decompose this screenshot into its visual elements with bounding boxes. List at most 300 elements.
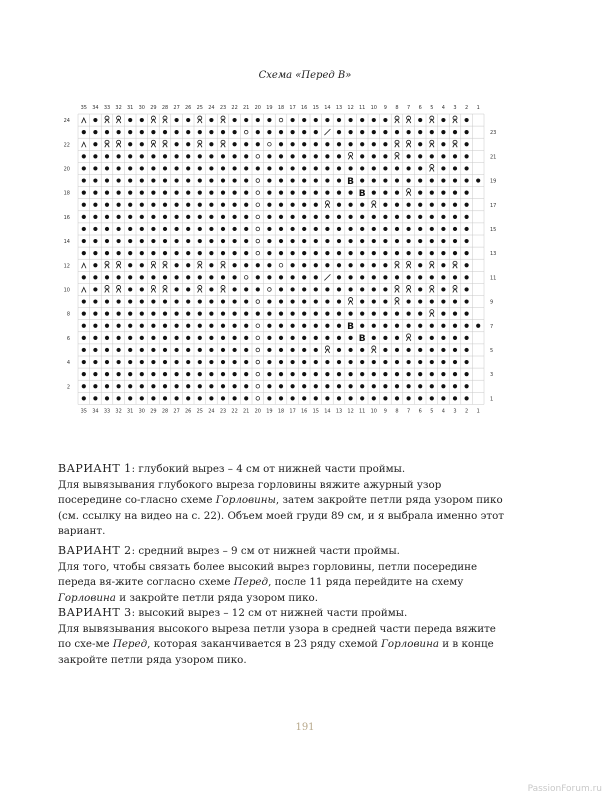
stitch-dot bbox=[383, 287, 387, 291]
stitch-dot bbox=[279, 372, 283, 376]
stitch-dot bbox=[175, 251, 179, 255]
stitch-dot bbox=[151, 166, 155, 170]
variant-1-body: Для вывязывания глубокого выреза горловины вяжите ажурный узор посередине со-гласно схеме Горловины, затем закройте петли ряда узором пико (см. ссылку на видео на с. 22). Объем моей груди 89 см, и я выбрала именно этот вариант. bbox=[58, 478, 504, 537]
stitch-dot bbox=[186, 396, 190, 400]
column-number-bottom: 12 bbox=[347, 408, 354, 415]
stitch-dot bbox=[140, 239, 144, 243]
stitch-dot bbox=[209, 336, 213, 340]
stitch-dot bbox=[175, 360, 179, 364]
column-number-bottom: 16 bbox=[301, 408, 308, 415]
column-number-bottom: 14 bbox=[324, 408, 331, 415]
stitch-dot bbox=[430, 239, 434, 243]
stitch-dot bbox=[256, 275, 260, 279]
stitch-dot bbox=[105, 154, 109, 158]
stitch-loop bbox=[163, 116, 167, 123]
stitch-dot bbox=[279, 384, 283, 388]
stitch-dot bbox=[93, 191, 97, 195]
stitch-dot bbox=[314, 372, 318, 376]
stitch-dot bbox=[349, 312, 353, 316]
stitch-dot bbox=[418, 348, 422, 352]
column-number-top: 8 bbox=[395, 105, 399, 111]
stitch-dot bbox=[93, 142, 97, 146]
stitch-dot bbox=[186, 275, 190, 279]
stitch-dot bbox=[337, 239, 341, 243]
stitch-dot bbox=[395, 203, 399, 207]
stitch-dot bbox=[175, 178, 179, 182]
stitch-dot bbox=[151, 275, 155, 279]
stitch-dot bbox=[395, 191, 399, 195]
stitch-dot bbox=[465, 227, 469, 231]
stitch-loop bbox=[406, 261, 410, 268]
stitch-dot bbox=[186, 239, 190, 243]
stitch-loop bbox=[453, 261, 457, 268]
stitch-dot bbox=[302, 203, 306, 207]
stitch-dot bbox=[209, 372, 213, 376]
stitch-picot bbox=[82, 287, 86, 292]
stitch-dot bbox=[325, 166, 329, 170]
stitch-dot bbox=[279, 312, 283, 316]
stitch-dot bbox=[186, 324, 190, 328]
row-number-left: 14 bbox=[63, 239, 70, 246]
stitch-dot bbox=[325, 336, 329, 340]
stitch-dot bbox=[151, 130, 155, 134]
stitch-loop bbox=[395, 298, 399, 305]
stitch-loop bbox=[198, 285, 202, 292]
stitch-dot bbox=[337, 203, 341, 207]
stitch-dot bbox=[244, 191, 248, 195]
stitch-dot bbox=[291, 203, 295, 207]
stitch-dot bbox=[302, 142, 306, 146]
stitch-dot bbox=[325, 372, 329, 376]
stitch-dot bbox=[465, 154, 469, 158]
stitch-yarn-over bbox=[279, 263, 283, 267]
stitch-dot bbox=[418, 118, 422, 122]
column-number-bottom: 9 bbox=[383, 408, 387, 415]
stitch-dot bbox=[302, 360, 306, 364]
stitch-dot bbox=[418, 251, 422, 255]
stitch-dot bbox=[198, 299, 202, 303]
stitch-dot bbox=[186, 372, 190, 376]
stitch-dot bbox=[337, 348, 341, 352]
stitch-dot bbox=[163, 166, 167, 170]
stitch-dot bbox=[395, 360, 399, 364]
stitch-dot bbox=[279, 275, 283, 279]
stitch-dot bbox=[221, 178, 225, 182]
column-number-bottom: 29 bbox=[150, 408, 157, 415]
stitch-dot bbox=[233, 396, 237, 400]
stitch-dot bbox=[267, 372, 271, 376]
stitch-dot bbox=[198, 275, 202, 279]
stitch-dot bbox=[383, 312, 387, 316]
stitch-dot bbox=[337, 336, 341, 340]
stitch-dot bbox=[418, 239, 422, 243]
column-number-bottom: 25 bbox=[196, 408, 203, 415]
stitch-dot bbox=[140, 154, 144, 158]
stitch-dot bbox=[465, 384, 469, 388]
stitch-dot bbox=[151, 203, 155, 207]
stitch-dot bbox=[291, 299, 295, 303]
stitch-dot bbox=[314, 191, 318, 195]
stitch-dot bbox=[233, 372, 237, 376]
stitch-dot bbox=[175, 287, 179, 291]
stitch-dot bbox=[244, 384, 248, 388]
column-number-top: 7 bbox=[407, 105, 411, 111]
stitch-dot bbox=[430, 215, 434, 219]
stitch-dot bbox=[82, 324, 86, 328]
stitch-dot bbox=[267, 263, 271, 267]
stitch-dot bbox=[175, 130, 179, 134]
stitch-dot bbox=[337, 178, 341, 182]
stitch-dot bbox=[128, 154, 132, 158]
row-number-left: 22 bbox=[63, 142, 70, 149]
stitch-dot bbox=[279, 154, 283, 158]
stitch-dot bbox=[453, 166, 457, 170]
stitch-dot bbox=[186, 336, 190, 340]
column-number-top: 13 bbox=[335, 105, 343, 111]
stitch-yarn-over bbox=[268, 142, 272, 146]
stitch-dot bbox=[430, 360, 434, 364]
column-number-bottom: 17 bbox=[289, 408, 296, 415]
stitch-dot bbox=[302, 154, 306, 158]
stitch-dot bbox=[279, 203, 283, 207]
stitch-dot bbox=[291, 336, 295, 340]
column-number-top: 5 bbox=[430, 105, 434, 111]
column-number-top: 33 bbox=[103, 105, 111, 111]
stitch-dot bbox=[407, 178, 411, 182]
stitch-dot bbox=[209, 215, 213, 219]
stitch-dot bbox=[407, 203, 411, 207]
stitch-dot bbox=[372, 118, 376, 122]
stitch-dot bbox=[407, 312, 411, 316]
stitch-dot bbox=[465, 348, 469, 352]
stitch-dot bbox=[82, 360, 86, 364]
stitch-dot bbox=[267, 384, 271, 388]
stitch-dot bbox=[360, 263, 364, 267]
stitch-dot bbox=[244, 203, 248, 207]
stitch-dot bbox=[302, 396, 306, 400]
stitch-dot bbox=[325, 360, 329, 364]
stitch-dot bbox=[105, 239, 109, 243]
stitch-dot bbox=[325, 287, 329, 291]
stitch-dot bbox=[291, 166, 295, 170]
stitch-dot bbox=[256, 166, 260, 170]
stitch-dot bbox=[117, 203, 121, 207]
stitch-dot bbox=[314, 215, 318, 219]
stitch-yarn-over bbox=[256, 227, 260, 231]
stitch-dot bbox=[430, 178, 434, 182]
column-number-bottom: 10 bbox=[370, 408, 377, 415]
stitch-dot bbox=[140, 130, 144, 134]
stitch-dot bbox=[117, 154, 121, 158]
stitch-dot bbox=[140, 275, 144, 279]
stitch-dot bbox=[430, 227, 434, 231]
stitch-dot bbox=[105, 178, 109, 182]
stitch-loop bbox=[198, 116, 202, 123]
stitch-dot bbox=[105, 166, 109, 170]
stitch-dot bbox=[221, 239, 225, 243]
stitch-dot bbox=[465, 360, 469, 364]
stitch-dot bbox=[302, 239, 306, 243]
stitch-dot bbox=[476, 324, 480, 328]
stitch-dot bbox=[372, 263, 376, 267]
stitch-dot bbox=[360, 166, 364, 170]
column-number-bottom: 32 bbox=[115, 408, 122, 415]
stitch-dot bbox=[291, 215, 295, 219]
column-number-top: 12 bbox=[347, 105, 354, 111]
stitch-loop bbox=[151, 140, 155, 147]
stitch-dot bbox=[465, 118, 469, 122]
stitch-dot bbox=[372, 154, 376, 158]
stitch-loop bbox=[453, 116, 457, 123]
stitch-dot bbox=[279, 191, 283, 195]
stitch-dot bbox=[267, 396, 271, 400]
stitch-loop bbox=[198, 261, 202, 268]
column-number-bottom: 2 bbox=[465, 408, 469, 415]
stitch-dot bbox=[349, 263, 353, 267]
stitch-dot bbox=[198, 348, 202, 352]
stitch-dot bbox=[93, 275, 97, 279]
stitch-loop bbox=[221, 261, 225, 268]
stitch-dot bbox=[93, 263, 97, 267]
stitch-dot bbox=[314, 287, 318, 291]
stitch-dot bbox=[244, 166, 248, 170]
stitch-dot bbox=[140, 203, 144, 207]
column-number-bottom: 35 bbox=[80, 408, 87, 415]
stitch-dot bbox=[337, 263, 341, 267]
stitch-dot bbox=[325, 215, 329, 219]
stitch-yarn-over bbox=[256, 155, 260, 159]
variant-3-subtitle: : высокий вырез – 12 см от нижней части проймы. bbox=[131, 607, 408, 619]
stitch-dot bbox=[267, 299, 271, 303]
stitch-dot bbox=[418, 336, 422, 340]
stitch-loop bbox=[406, 285, 410, 292]
stitch-loop bbox=[430, 140, 434, 147]
stitch-dot bbox=[198, 396, 202, 400]
stitch-dot bbox=[209, 142, 213, 146]
stitch-dot bbox=[360, 130, 364, 134]
stitch-dot bbox=[453, 215, 457, 219]
stitch-dot bbox=[360, 178, 364, 182]
stitch-dot bbox=[233, 166, 237, 170]
stitch-dot bbox=[175, 275, 179, 279]
stitch-dot bbox=[291, 263, 295, 267]
stitch-dot bbox=[441, 142, 445, 146]
stitch-dot bbox=[198, 215, 202, 219]
stitch-dot bbox=[349, 215, 353, 219]
column-number-top: 14 bbox=[324, 105, 331, 111]
stitch-dot bbox=[117, 215, 121, 219]
stitch-dot bbox=[291, 372, 295, 376]
stitch-dot bbox=[395, 396, 399, 400]
stitch-dot bbox=[151, 372, 155, 376]
stitch-dot bbox=[233, 178, 237, 182]
stitch-dot bbox=[395, 312, 399, 316]
column-number-top: 24 bbox=[208, 105, 215, 111]
column-number-bottom: 11 bbox=[359, 408, 366, 415]
stitch-dot bbox=[140, 142, 144, 146]
stitch-loop bbox=[151, 261, 155, 268]
stitch-dot bbox=[267, 312, 271, 316]
stitch-dot bbox=[93, 166, 97, 170]
stitch-dot bbox=[337, 227, 341, 231]
stitch-dot bbox=[267, 227, 271, 231]
stitch-dot bbox=[279, 215, 283, 219]
column-number-top: 16 bbox=[301, 105, 308, 111]
stitch-dot bbox=[221, 372, 225, 376]
stitch-dot bbox=[407, 360, 411, 364]
column-number-top: 34 bbox=[92, 105, 99, 111]
stitch-dot bbox=[418, 275, 422, 279]
variant-2-heading: ВАРИАНТ 2 bbox=[58, 544, 132, 557]
stitch-dot bbox=[418, 178, 422, 182]
stitch-dot bbox=[151, 178, 155, 182]
stitch-loop bbox=[348, 152, 352, 159]
stitch-dot bbox=[337, 154, 341, 158]
stitch-yarn-over bbox=[256, 324, 260, 328]
stitch-dot bbox=[151, 324, 155, 328]
stitch-dot bbox=[279, 336, 283, 340]
stitch-dot bbox=[233, 324, 237, 328]
stitch-dot bbox=[105, 324, 109, 328]
stitch-dot bbox=[302, 251, 306, 255]
stitch-dot bbox=[82, 178, 86, 182]
column-number-bottom: 1 bbox=[476, 408, 480, 415]
stitch-dot bbox=[244, 154, 248, 158]
stitch-dot bbox=[291, 154, 295, 158]
stitch-dot bbox=[221, 275, 225, 279]
stitch-loop bbox=[453, 285, 457, 292]
stitch-dot bbox=[198, 178, 202, 182]
stitch-dot bbox=[465, 287, 469, 291]
stitch-dot bbox=[291, 360, 295, 364]
stitch-dot bbox=[128, 396, 132, 400]
stitch-yarn-over bbox=[256, 251, 260, 255]
stitch-dot bbox=[302, 312, 306, 316]
stitch-dot bbox=[93, 360, 97, 364]
stitch-dot bbox=[93, 372, 97, 376]
stitch-dot bbox=[128, 372, 132, 376]
row-number-right: 23 bbox=[490, 130, 497, 137]
stitch-dot bbox=[372, 142, 376, 146]
stitch-picot bbox=[82, 263, 86, 268]
stitch-dot bbox=[383, 227, 387, 231]
stitch-dot bbox=[383, 299, 387, 303]
stitch-picot bbox=[82, 118, 86, 123]
stitch-dot bbox=[198, 372, 202, 376]
stitch-dot bbox=[325, 299, 329, 303]
variant-3-heading: ВАРИАНТ 3 bbox=[58, 606, 132, 619]
stitch-dot bbox=[395, 215, 399, 219]
stitch-dot bbox=[198, 384, 202, 388]
stitch-dot bbox=[93, 324, 97, 328]
stitch-dot bbox=[360, 384, 364, 388]
stitch-dot bbox=[82, 166, 86, 170]
stitch-dot bbox=[407, 396, 411, 400]
stitch-dot bbox=[140, 178, 144, 182]
stitch-dot bbox=[233, 312, 237, 316]
stitch-dot bbox=[151, 312, 155, 316]
stitch-dot bbox=[325, 312, 329, 316]
stitch-dot bbox=[372, 191, 376, 195]
stitch-loop bbox=[395, 261, 399, 268]
stitch-dot bbox=[209, 324, 213, 328]
stitch-dot bbox=[360, 372, 364, 376]
stitch-dot bbox=[291, 178, 295, 182]
stitch-dot bbox=[209, 275, 213, 279]
stitch-dot bbox=[418, 287, 422, 291]
stitch-dot bbox=[267, 239, 271, 243]
stitch-dot bbox=[117, 372, 121, 376]
stitch-dot bbox=[163, 178, 167, 182]
stitch-loop bbox=[348, 298, 352, 305]
stitch-dot bbox=[418, 166, 422, 170]
stitch-dot bbox=[140, 118, 144, 122]
stitch-dot bbox=[186, 178, 190, 182]
stitch-dot bbox=[221, 299, 225, 303]
stitch-dot bbox=[186, 191, 190, 195]
stitch-yarn-over bbox=[256, 203, 260, 207]
stitch-yarn-over bbox=[279, 118, 283, 122]
stitch-dot bbox=[418, 372, 422, 376]
stitch-dot bbox=[453, 372, 457, 376]
stitch-dot bbox=[163, 203, 167, 207]
stitch-dot bbox=[302, 384, 306, 388]
stitch-dot bbox=[82, 275, 86, 279]
stitch-dot bbox=[441, 275, 445, 279]
stitch-yarn-over bbox=[244, 276, 248, 280]
stitch-dot bbox=[117, 299, 121, 303]
column-number-top: 35 bbox=[80, 105, 87, 111]
stitch-dot bbox=[221, 312, 225, 316]
stitch-dot bbox=[151, 384, 155, 388]
variant-2-subtitle: : средний вырез – 9 см от нижней части проймы. bbox=[131, 545, 400, 557]
stitch-dot bbox=[175, 166, 179, 170]
stitch-dot bbox=[151, 348, 155, 352]
stitch-yarn-over bbox=[256, 336, 260, 340]
stitch-dot bbox=[186, 118, 190, 122]
stitch-dot bbox=[117, 191, 121, 195]
stitch-dot bbox=[349, 287, 353, 291]
stitch-dot bbox=[279, 396, 283, 400]
stitch-dot bbox=[418, 384, 422, 388]
stitch-dot bbox=[441, 227, 445, 231]
column-number-top: 31 bbox=[127, 105, 134, 111]
variant-3-body: Для вывязывания высокого выреза петли узора в средней части переда вяжите по схе-ме Перед, которая заканчивается в 23 ряду схемой Горловина и в конце закройте петли ряда узором пико. bbox=[58, 622, 496, 666]
stitch-dot bbox=[465, 396, 469, 400]
stitch-loop bbox=[406, 116, 410, 123]
stitch-dot bbox=[360, 142, 364, 146]
stitch-dot bbox=[302, 227, 306, 231]
stitch-dot bbox=[418, 312, 422, 316]
stitch-decrease-right bbox=[324, 274, 330, 280]
stitch-dot bbox=[163, 130, 167, 134]
stitch-dot bbox=[163, 348, 167, 352]
column-number-top: 22 bbox=[231, 105, 238, 111]
stitch-dot bbox=[117, 324, 121, 328]
stitch-dot bbox=[441, 239, 445, 243]
stitch-loop bbox=[395, 152, 399, 159]
stitch-dot bbox=[175, 263, 179, 267]
stitch-dot bbox=[175, 372, 179, 376]
stitch-dot bbox=[267, 154, 271, 158]
stitch-dot bbox=[198, 203, 202, 207]
stitch-dot bbox=[117, 227, 121, 231]
stitch-dot bbox=[383, 324, 387, 328]
stitch-dot bbox=[244, 324, 248, 328]
stitch-dot bbox=[314, 263, 318, 267]
stitch-dot bbox=[198, 336, 202, 340]
stitch-dot bbox=[279, 360, 283, 364]
